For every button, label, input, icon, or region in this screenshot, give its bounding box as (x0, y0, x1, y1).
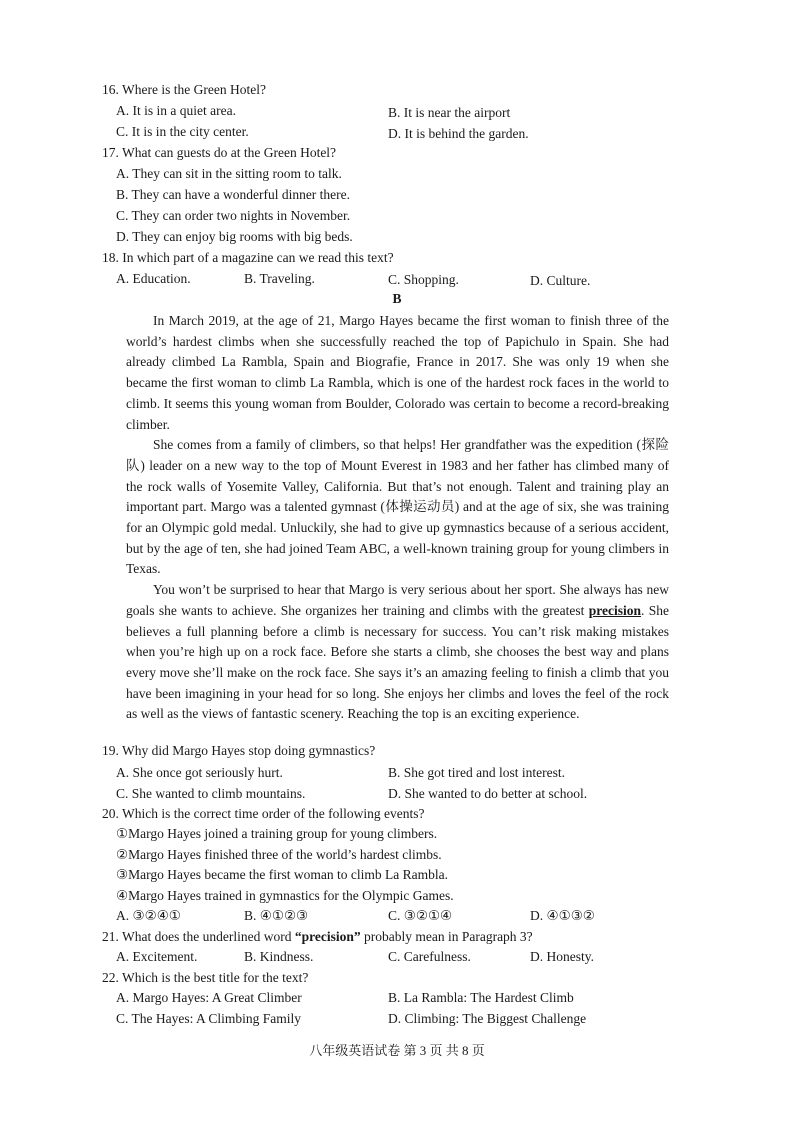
q20-event-4: ④Margo Hayes trained in gymnastics for the Olympic Games. (116, 888, 454, 903)
q22-option-b: B. La Rambla: The Hardest Climb (388, 990, 574, 1005)
q22-option-c: C. The Hayes: A Climbing Family (116, 1011, 302, 1026)
section-heading: B (392, 291, 402, 306)
passage-paragraph-2: She comes from a family of climbers, so that helps! Her grandfather was the expedition (探险队) leader on a new way to the top of Mount Everest in 1983 and her father has climbed many of the rock walls of Yosemite Valley, California. But that’s not enough. Talent and training play an important part. Margo was a talented gymnast (体操运动员) and at the age of six, she was training for an Olympic gold medal. Unluckily, she had to give up gymnastics because of a serious accident, but by the age of ten, she had joined Team ABC, a well-known training group for young climbers in Texas. (126, 437, 669, 577)
q18-option-a: A. Education. (116, 271, 191, 286)
q19-stem: 19. Why did Margo Hayes stop doing gymnastics? (102, 743, 376, 758)
q17-option-d: D. They can enjoy big rooms with big beds. (116, 229, 353, 244)
paragraph-3-text-end: . She believes a full planning before a climb is necessary for success. You can’t risk making mistakes when you’re high up on a rock face. Before she starts a climb, she chooses the best way and plans every move she’ll make on the rock face. She says it’s an amazing feeling to finish a climb that you have been imagining in your head for so long. She enjoys her climbs and loves the feel of the rock as well as the views of fantastic scenery. Reaching the top is an exciting experience. (126, 602, 669, 722)
q17-option-b: B. They can have a wonderful dinner there. (116, 187, 351, 202)
q16-stem: 16. Where is the Green Hotel? (102, 82, 266, 97)
q22-stem: 22. Which is the best title for the text? (102, 970, 309, 985)
q18-stem: 18. In which part of a magazine can we read this text? (102, 250, 394, 265)
q17-option-c: C. They can order two nights in November. (116, 208, 351, 223)
q22-option-a: A. Margo Hayes: A Great Climber (116, 990, 302, 1005)
q20-option-c: C. ③②①④ (388, 908, 453, 923)
q21-option-a: A. Excitement. (116, 949, 198, 964)
q20-option-b: B. ④①②③ (244, 908, 309, 923)
q19-option-a: A. She once got seriously hurt. (116, 765, 283, 780)
q18-option-c: C. Shopping. (388, 272, 459, 287)
q21-stem (102, 929, 533, 945)
reading-passage (126, 311, 669, 725)
page-footer: 八年级英语试卷 第 3 页 共 8 页 (309, 1043, 485, 1058)
q17-option-a: A. They can sit in the sitting room to talk. (116, 166, 342, 181)
passage-paragraph-1: In March 2019, at the age of 21, Margo Hayes became the first woman to finish three of the world’s hardest climbs when she successfully reached the top of Papichulo in Spain. She had already climbed La Rambla, Spain and Biografie, France in 2017. She was only 19 when she became the first woman to climb La Rambla, which is one of the hardest rock faces in the world to climb. It seems this young woman from Boulder, Colorado was certain to become a record-breaking climber. (126, 313, 669, 432)
q20-option-d: D. ④①③② (530, 908, 595, 923)
q21-option-d: D. Honesty. (530, 949, 594, 964)
q19-option-c: C. She wanted to climb mountains. (116, 786, 306, 801)
q20-stem: 20. Which is the correct time order of the following events? (102, 806, 425, 821)
q21-option-c: C. Carefulness. (388, 949, 471, 964)
q18-option-d: D. Culture. (530, 273, 591, 288)
q20-option-a: A. ③②④① (116, 908, 181, 923)
q21-stem-start: 21. What does the underlined word (102, 929, 295, 944)
q22-option-d: D. Climbing: The Biggest Challenge (388, 1011, 587, 1026)
q21-option-b: B. Kindness. (244, 949, 314, 964)
underlined-word: precision (588, 602, 642, 618)
q16-option-b: B. It is near the airport (388, 105, 511, 120)
passage-paragraph-3 (126, 580, 669, 725)
q18-option-b: B. Traveling. (244, 271, 315, 286)
q20-event-1: ①Margo Hayes joined a training group for young climbers. (116, 826, 438, 841)
q16-option-a: A. It is in a quiet area. (116, 103, 236, 118)
q17-stem: 17. What can guests do at the Green Hotel? (102, 145, 337, 160)
q16-option-c: C. It is in the city center. (116, 124, 249, 139)
q20-event-3: ③Margo Hayes became the first woman to climb La Rambla. (116, 867, 449, 882)
q16-option-d: D. It is behind the garden. (388, 126, 529, 141)
q21-stem-end: probably mean in Paragraph 3? (360, 929, 533, 944)
paragraph-3-text-start: You won’t be surprised to hear that Margo is very serious about her sport. She always has new goals she wants to achieve. She organizes her training and climbs with the greatest (126, 582, 669, 618)
q21-stem-word: “precision” (294, 929, 361, 944)
q20-event-2: ②Margo Hayes finished three of the world’s hardest climbs. (116, 847, 442, 862)
q19-option-b: B. She got tired and lost interest. (388, 765, 565, 780)
q19-option-d: D. She wanted to do better at school. (388, 786, 588, 801)
